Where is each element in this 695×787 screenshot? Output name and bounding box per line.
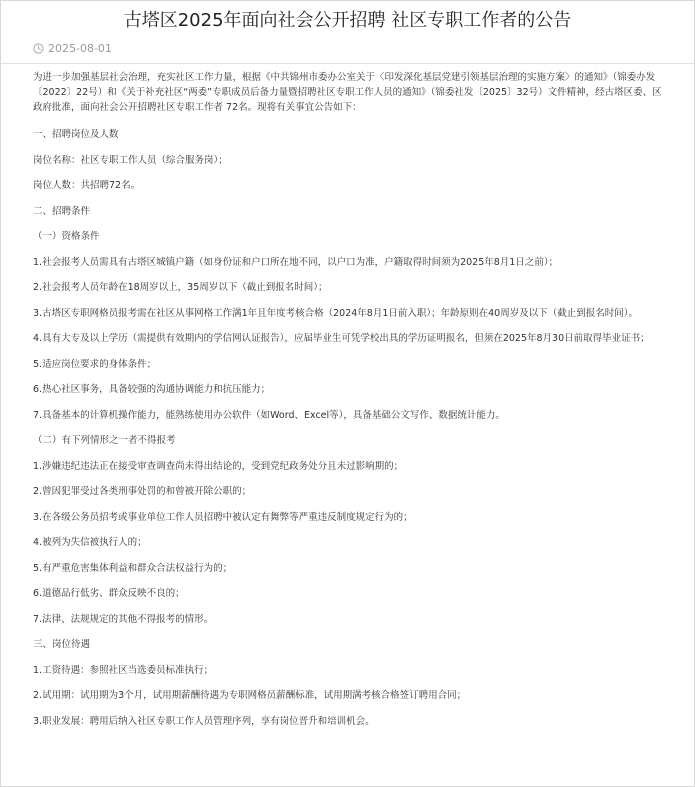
paragraph: 三、岗位待遇 [33,639,91,650]
paragraph: （一）资格条件 [33,231,100,242]
paragraph: 6.道德品行低劣、群众反映不良的； [33,588,185,599]
paragraph: 7.法律、法规规定的其他不得报考的情形。 [33,613,214,625]
publish-date: 2025-08-01 [48,41,112,55]
article-body [1,64,694,729]
paragraph: 1.社会报考人员需具有古塔区城镇户籍（如身份证和户口所在地不同，以户口为准，户籍取得时间须为2025年8月1日之前）； [33,256,559,268]
page-title: 古塔区2025年面向社会公开招聘 社区专职工作者的公告 [123,10,572,31]
article-meta [33,39,694,57]
paragraph: 4.具有大专及以上学历（需提供有效期内的学信网认证报告），应届毕业生可凭学校出具的学历证明报名，但须在2025年8月30日前取得毕业证书； [33,333,650,344]
paragraph: 3.职业发展：聘用后纳入社区专职工作人员管理序列，享有岗位晋升和培训机会。 [33,715,375,727]
clock-icon [33,43,44,54]
paragraph: 2.试用期：试用期为3个月，试用期薪酬待遇为专职网格员薪酬标准，试用期满考核合格签订聘用合同； [33,690,467,701]
paragraph: 2.社会报考人员年龄在18周岁以上，35周岁以下（截止到报名时间）； [33,282,328,293]
paragraph: （二）有下列情形之一者不得报考 [33,435,176,446]
paragraph: 5.有严重危害集体利益和群众合法权益行为的； [33,562,233,574]
paragraph: 5.适应岗位要求的身体条件； [33,358,157,370]
paragraph: 3.古塔区专职网格员报考需在社区从事网格工作满1年且年度考核合格（2024年8月1日前入职）；年龄原则在40周岁及以下（截止到报名时间）。 [33,307,638,319]
paragraph: 二、招聘条件 [33,205,91,217]
paragraph: 1.工资待遇：参照社区当选委员标准执行； [33,664,214,676]
paragraph: 岗位名称：社区专职工作人员（综合服务岗）； [33,154,228,166]
paragraph: 2.曾因犯罪受过各类刑事处罚的和曾被开除公职的； [33,486,252,497]
paragraph: 3.在各级公务员招考或事业单位工作人员招聘中被认定有舞弊等严重违反制度规定行为的； [33,511,413,523]
paragraph: 1.涉嫌违纪违法正在接受审查调查尚未得出结论的，受到党纪政务处分且未过影响期的； [33,460,404,472]
intro-paragraph: 为进一步加强基层社会治理，充实社区工作力量，根据《中共锦州市委办公室关于〈印发深化基层党建引领基层治理的实施方案〉的通知》（锦委办发〔2022〕22号）和《关于补充社区“两委”专职成员后备力量暨招聘社区专职工作人员的通知》（锦委社发〔2025〕32号）文件精神，经古塔区委、区政府批准，面向社会公开招聘社区专职工作者 72名。现将有关事宜公告如下： [33,72,662,113]
paragraph: 6.热心社区事务，具备较强的沟通协调能力和抗压能力； [33,384,271,395]
paragraph: 一、招聘岗位及人数 [33,129,119,140]
paragraph: 4.被列为失信被执行人的； [33,537,147,548]
paragraph: 岗位人数：共招聘72名。 [33,180,141,191]
paragraph: 7.具备基本的计算机操作能力，能熟练使用办公软件（如Word、Excel等），具备基础公文写作、数据统计能力。 [33,409,505,421]
